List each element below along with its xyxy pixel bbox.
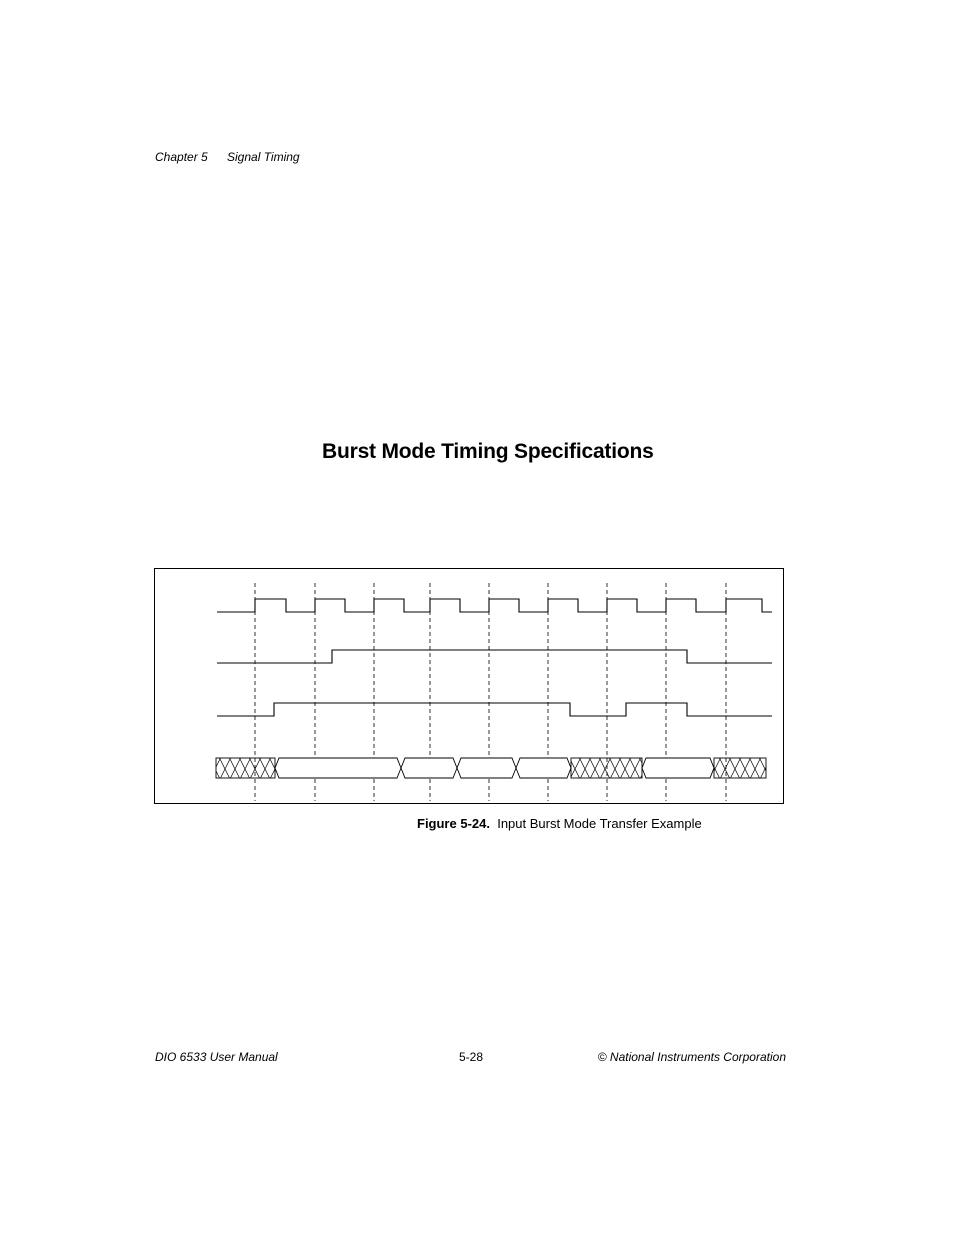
bus-invalid-region: [714, 758, 766, 778]
footer-copyright: © National Instruments Corporation: [597, 1050, 786, 1064]
bus-valid-segment: [275, 758, 401, 778]
timing-diagram-svg: [155, 569, 785, 805]
bus-invalid-region: [571, 758, 642, 778]
footer-page-number: 5-28: [459, 1050, 484, 1064]
bus-valid-segment: [401, 758, 457, 778]
bus-valid-segment: [457, 758, 516, 778]
section-title: Burst Mode Timing Specifications: [322, 440, 654, 463]
bus-invalid-region: [216, 758, 275, 778]
bus-valid-segment: [516, 758, 571, 778]
figure-caption-text: Input Burst Mode Transfer Example: [497, 816, 702, 831]
data-bus-waveform: [216, 758, 766, 778]
footer-manual: DIO 6533 User Manual: [155, 1050, 278, 1064]
figure-caption: [417, 816, 702, 831]
bus-valid-segment: [642, 758, 714, 778]
figure-number: Figure 5-24.: [417, 816, 490, 831]
signal-2-waveform: [217, 650, 772, 663]
signal-3-waveform: [217, 703, 772, 716]
clock-waveform: [217, 599, 772, 612]
header-chapter: Chapter 5: [155, 150, 208, 164]
timing-diagram: [154, 568, 784, 804]
header-section: Signal Timing: [227, 150, 300, 164]
